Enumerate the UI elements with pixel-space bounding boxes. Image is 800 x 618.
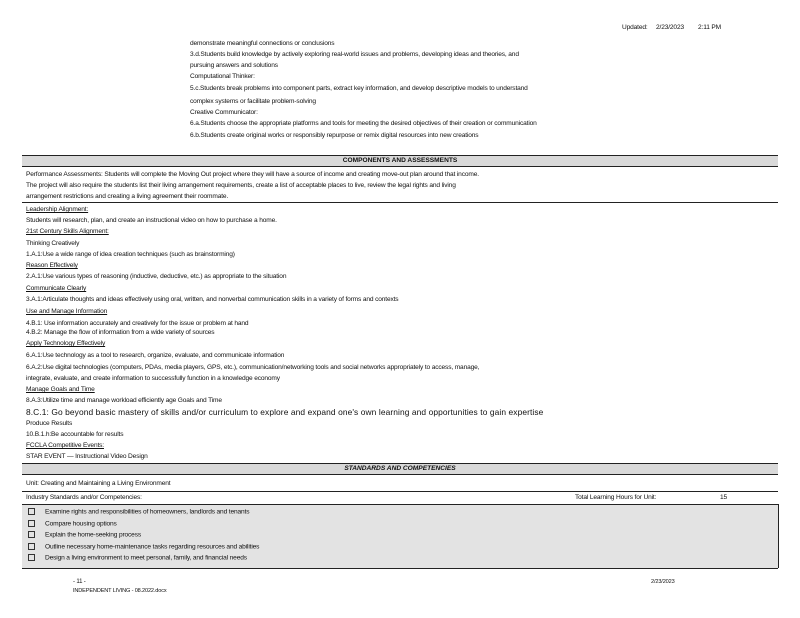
assessment-line: The project will also require the students list their living arrangement requirements, create a list of acceptable places to live, review the legal rights and living [26, 182, 456, 189]
competency-text: Compare housing options [45, 519, 117, 527]
total-hours-label: Total Learning Hours for Unit: [575, 494, 657, 501]
competency-text: Examine rights and responsibilities of homeowners, landlords and tenants [45, 508, 250, 516]
updated-date: 2/23/2023 [656, 24, 684, 31]
components-header-bar [22, 155, 778, 167]
checkbox-bullet-icon [28, 520, 35, 527]
competency-item [28, 543, 259, 551]
tail-line: 10.B.1.h:Be accountable for results [26, 431, 124, 438]
skill-line: 3.A.1:Articulate thoughts and ideas effectively using oral, written, and nonverbal communication skills in a variety of forms and contexts [26, 296, 399, 303]
skill-line: 6.A.1:Use technology as a tool to research, organize, evaluate, and communicate information [26, 352, 285, 359]
updated-time: 2:11 PM [698, 24, 722, 31]
assessment-line: Performance Assessments: Students will complete the Moving Out project where they will have a source of income and creating move-out plan around that income. [26, 171, 479, 178]
checkbox-bullet-icon [28, 508, 35, 515]
divider [22, 202, 778, 203]
skill-line: 1.A.1:Use a wide range of idea creation techniques (such as brainstorming) [26, 251, 235, 258]
top-line: 5.c.Students break problems into component parts, extract key information, and develop descriptive models to understand [190, 85, 528, 92]
tail-line: Produce Results [26, 420, 73, 427]
divider [22, 491, 778, 492]
leadership-label: Leadership Alignment: [26, 206, 89, 213]
top-line: pursuing answers and solutions [190, 62, 278, 69]
skill-line: 8.A.3:Utilize time and manage workload efficiently age Goals and Time [26, 397, 222, 404]
standards-header-bar [22, 463, 778, 475]
top-line: Creative Communicator: [190, 109, 258, 116]
competency-item [28, 520, 117, 528]
competency-text: Explain the home-seeking process [45, 531, 141, 539]
competency-item [28, 554, 247, 562]
skill-line: 4.B.2: Manage the flow of information from a wide variety of sources [26, 329, 215, 336]
competency-text: Design a living environment to meet personal, family, and financial needs [45, 554, 247, 562]
skill-line: Reason Effectively [26, 262, 78, 269]
skill-line: integrate, evaluate, and create information to successfully function in a knowledge economy [26, 375, 280, 382]
skill-line: 2.A.1:Use various types of reasoning (inductive, deductive, etc.) as appropriate to the situation [26, 273, 287, 280]
century-skills-label: 21st Century Skills Alignment: [26, 228, 109, 235]
doc-name: INDEPENDENT LIVING - 08.2022.docx [73, 588, 167, 594]
checkbox-bullet-icon [28, 531, 35, 538]
competency-item [28, 508, 249, 516]
skill-line: Manage Goals and Time [26, 386, 95, 393]
top-line: complex systems or facilitate problem-solving [190, 98, 316, 105]
competency-text: Outline necessary home-maintenance tasks regarding resources and abilities [45, 542, 260, 550]
divider [22, 504, 778, 505]
top-line: 6.b.Students create original works or responsibly repurpose or remix digital resources into new creations [190, 132, 479, 139]
unit-label: Unit: Creating and Maintaining a Living Environment [26, 480, 171, 487]
top-line: Computational Thinker: [190, 73, 255, 80]
industry-label: Industry Standards and/or Competencies: [26, 494, 142, 501]
skill-line: 4.B.1: Use information accurately and creatively for the issue or problem at hand [26, 320, 249, 327]
checkbox-bullet-icon [28, 554, 35, 561]
skill-line: Communicate Clearly [26, 285, 87, 292]
box-edge [778, 504, 779, 568]
checkbox-bullet-icon [28, 543, 35, 550]
skill-line: Use and Manage Information [26, 308, 108, 315]
skill-line: Apply Technology Effectively [26, 340, 106, 347]
tail-line: STAR EVENT — Instructional Video Design [26, 453, 148, 460]
standards-title: STANDARDS AND COMPETENCIES [344, 465, 456, 472]
components-title: COMPONENTS AND ASSESSMENTS [342, 157, 458, 164]
leadership-text: Students will research, plan, and create an instructional video on how to purchase a home. [26, 217, 277, 224]
top-line: 3.d.Students build knowledge by actively exploring real-world issues and problems, developing ideas and theories, and [190, 51, 519, 58]
tail-line: FCCLA Competitive Events: [26, 442, 104, 449]
divider [22, 568, 778, 569]
total-hours-value: 15 [720, 494, 728, 501]
skill-line: Thinking Creatively [26, 240, 80, 247]
competency-item [28, 531, 141, 539]
top-line: 6.a.Students choose the appropriate platforms and tools for meeting the desired objectives of their creation or communication [190, 120, 537, 127]
page-number: - 11 - [73, 579, 86, 585]
footer-date: 2/23/2023 [651, 579, 675, 585]
expertise-line: 8.C.1: Go beyond basic mastery of skills and/or curriculum to explore and expand one's own learning and opportunities to gain expertise [26, 407, 544, 417]
updated-label: Updated: [622, 24, 648, 31]
assessment-line: arrangement restrictions and creating a living agreement their roommate. [26, 193, 229, 200]
top-line: demonstrate meaningful connections or conclusions [190, 40, 335, 47]
skill-line: 6.A.2:Use digital technologies (computers, PDAs, media players, GPS, etc.), communication/networking tools and social networks appropriately to access, manage, [26, 364, 480, 371]
